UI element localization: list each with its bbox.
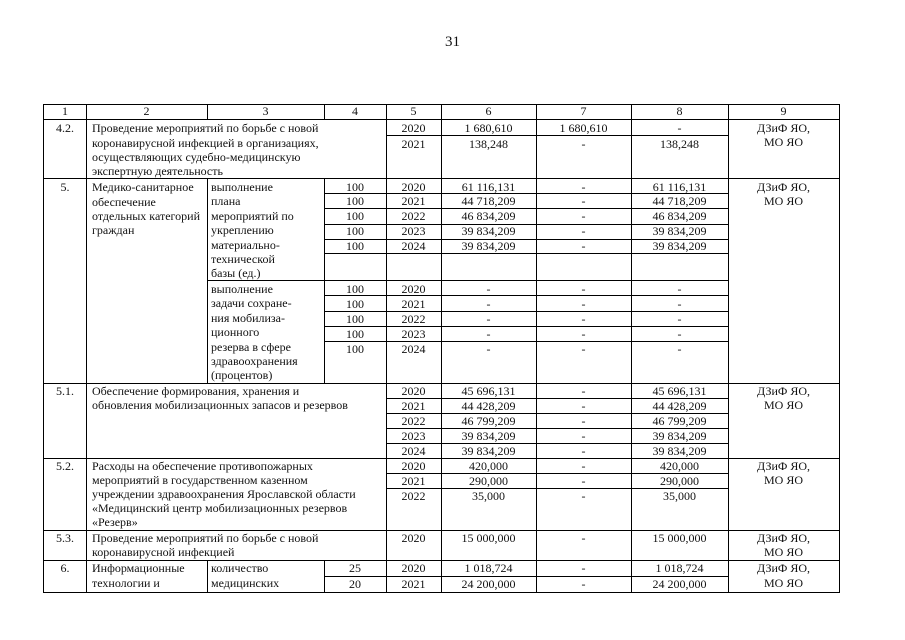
value-cell: 44 428,209 bbox=[652, 399, 707, 413]
executor-line: ДЗиФ ЯО, bbox=[756, 384, 811, 398]
target-cell: 100 bbox=[346, 282, 364, 296]
year-cell: 2022 bbox=[401, 489, 426, 503]
executor-line: ДЗиФ ЯО, bbox=[756, 561, 811, 575]
row-name-line: Медико-санитарное bbox=[92, 180, 194, 194]
value-cell: 1 018,724 bbox=[464, 561, 513, 575]
indicator-line: базы (ед.) bbox=[211, 266, 261, 280]
value-cell: 35,000 bbox=[472, 489, 505, 503]
executor-line: МО ЯО bbox=[763, 473, 803, 487]
year-cell: 2021 bbox=[401, 297, 426, 311]
year-cell: 2020 bbox=[401, 180, 426, 194]
value-cell: - bbox=[581, 194, 586, 208]
row-name-line: Проведение мероприятий по борьбе с новой bbox=[92, 531, 319, 545]
value-cell: - bbox=[581, 209, 586, 223]
indicator-line: количество bbox=[211, 561, 269, 575]
value-cell: - bbox=[581, 282, 586, 296]
year-cell: 2020 bbox=[401, 121, 426, 135]
value-cell: - bbox=[677, 342, 682, 356]
row-name-line: граждан bbox=[92, 223, 135, 237]
row-name-line: отдельных категорий bbox=[92, 209, 201, 223]
value-cell: - bbox=[581, 399, 586, 413]
executor-line: МО ЯО bbox=[763, 194, 803, 208]
value-cell: 39 834,209 bbox=[461, 224, 516, 238]
value-cell: 39 834,209 bbox=[652, 239, 707, 253]
target-cell: 100 bbox=[346, 224, 364, 238]
value-cell: 138,248 bbox=[469, 137, 508, 151]
value-cell: - bbox=[581, 531, 586, 545]
year-cell: 2021 bbox=[401, 474, 426, 488]
value-cell: - bbox=[677, 327, 682, 341]
indicator-line: задачи сохране- bbox=[211, 296, 292, 310]
indicator-line: (процентов) bbox=[211, 368, 273, 382]
row-name-line: учреждении здравоохранения Ярославской области bbox=[92, 487, 356, 501]
row-name-line: мероприятий в государственном казенном bbox=[92, 473, 308, 487]
value-cell: - bbox=[581, 384, 586, 398]
row-line bbox=[386, 135, 728, 136]
year-cell: 2023 bbox=[401, 429, 426, 443]
value-cell: 1 680,610 bbox=[464, 121, 513, 135]
col-header: 7 bbox=[580, 104, 587, 118]
indicator-line: медицинских bbox=[211, 576, 280, 590]
row-name-line: обновления мобилизационных запасов и резервов bbox=[92, 398, 348, 412]
value-cell: - bbox=[581, 239, 586, 253]
row-number: 5. bbox=[60, 180, 70, 194]
value-cell: - bbox=[581, 342, 586, 356]
row-number: 5.3. bbox=[56, 531, 74, 545]
row-number: 6. bbox=[60, 561, 70, 575]
value-cell: 15 000,000 bbox=[461, 531, 516, 545]
row-name-line: коронавирусной инфекцией bbox=[92, 545, 235, 559]
col-header: 5 bbox=[410, 104, 417, 118]
indicator-line: ционного bbox=[211, 325, 260, 339]
target-cell: 100 bbox=[346, 327, 364, 341]
value-cell: - bbox=[486, 282, 491, 296]
value-cell: 290,000 bbox=[660, 474, 699, 488]
row-name-line: экспертную деятельность bbox=[92, 164, 223, 178]
value-cell: - bbox=[581, 327, 586, 341]
year-cell: 2023 bbox=[401, 224, 426, 238]
year-cell: 2022 bbox=[401, 414, 426, 428]
row-name-line: технологии и bbox=[92, 576, 160, 590]
executor-line: ДЗиФ ЯО, bbox=[756, 121, 811, 135]
target-cell: 100 bbox=[346, 180, 364, 194]
value-cell: 46 799,209 bbox=[652, 414, 707, 428]
value-cell: 39 834,209 bbox=[461, 444, 516, 458]
value-cell: 45 696,131 bbox=[461, 384, 516, 398]
executor-line: МО ЯО bbox=[763, 576, 803, 590]
value-cell: 35,000 bbox=[663, 489, 696, 503]
target-cell: 100 bbox=[346, 312, 364, 326]
executor-line: ДЗиФ ЯО, bbox=[756, 531, 811, 545]
value-cell: - bbox=[677, 121, 682, 135]
year-cell: 2022 bbox=[401, 312, 426, 326]
value-cell: - bbox=[581, 414, 586, 428]
row-name-line: коронавирусной инфекцией в организациях, bbox=[92, 136, 319, 150]
executor-line: МО ЯО bbox=[763, 398, 803, 412]
value-cell: - bbox=[486, 327, 491, 341]
row-name-line: осуществляющих судебно-медицинскую bbox=[92, 150, 301, 164]
value-cell: 24 200,000 bbox=[461, 577, 516, 591]
year-cell: 2020 bbox=[401, 282, 426, 296]
executor-line: ДЗиФ ЯО, bbox=[756, 180, 811, 194]
budget-table bbox=[43, 104, 840, 593]
value-cell: 46 834,209 bbox=[461, 209, 516, 223]
row-name-line: «Медицинский центр мобилизационных резервов bbox=[92, 501, 348, 515]
value-cell: 39 834,209 bbox=[652, 224, 707, 238]
value-cell: 44 718,209 bbox=[652, 194, 707, 208]
target-cell: 100 bbox=[346, 297, 364, 311]
col-line bbox=[728, 105, 729, 592]
col-header: 1 bbox=[62, 104, 68, 118]
year-cell: 2024 bbox=[401, 444, 426, 458]
executor-line: МО ЯО bbox=[763, 135, 803, 149]
value-cell: 15 000,000 bbox=[652, 531, 707, 545]
year-cell: 2023 bbox=[401, 327, 426, 341]
executor-line: ДЗиФ ЯО, bbox=[756, 459, 811, 473]
indicator-line: мероприятий по bbox=[211, 209, 294, 223]
col-header: 2 bbox=[143, 104, 150, 118]
indicator-line: выполнение bbox=[211, 282, 273, 296]
value-cell: - bbox=[581, 459, 586, 473]
value-cell: 46 799,209 bbox=[461, 414, 516, 428]
year-cell: 2021 bbox=[401, 577, 426, 591]
indicator-line: технической bbox=[211, 252, 275, 266]
col-line bbox=[207, 178, 208, 383]
value-cell: 61 116,131 bbox=[652, 180, 707, 194]
year-cell: 2020 bbox=[401, 384, 426, 398]
value-cell: - bbox=[581, 561, 586, 575]
page-number: 31 bbox=[445, 34, 460, 50]
row-name-line: Информационные bbox=[92, 561, 185, 575]
year-cell: 2021 bbox=[401, 194, 426, 208]
row-name-line: «Резерв» bbox=[92, 515, 138, 529]
target-cell: 25 bbox=[349, 561, 361, 575]
col-line bbox=[207, 560, 208, 592]
value-cell: - bbox=[581, 429, 586, 443]
year-cell: 2022 bbox=[401, 209, 426, 223]
col-header: 4 bbox=[352, 104, 358, 118]
value-cell: 1 018,724 bbox=[655, 561, 704, 575]
value-cell: 420,000 bbox=[469, 459, 508, 473]
value-cell: - bbox=[486, 297, 491, 311]
value-cell: - bbox=[677, 297, 682, 311]
value-cell: 46 834,209 bbox=[652, 209, 707, 223]
year-cell: 2021 bbox=[401, 137, 426, 151]
value-cell: 39 834,209 bbox=[461, 239, 516, 253]
target-cell: 100 bbox=[346, 209, 364, 223]
value-cell: - bbox=[486, 342, 491, 356]
executor-line: МО ЯО bbox=[763, 545, 803, 559]
value-cell: 44 718,209 bbox=[461, 194, 516, 208]
row-line bbox=[324, 253, 728, 254]
row-name-line: Обеспечение формирования, хранения и bbox=[92, 384, 300, 398]
value-cell: - bbox=[581, 297, 586, 311]
indicator-line: резерва в сфере bbox=[211, 340, 291, 354]
year-cell: 2024 bbox=[401, 239, 426, 253]
value-cell: 39 834,209 bbox=[652, 429, 707, 443]
col-header: 6 bbox=[485, 104, 492, 118]
row-number: 4.2. bbox=[56, 121, 74, 135]
year-cell: 2024 bbox=[401, 342, 426, 356]
value-cell: - bbox=[581, 489, 586, 503]
col-header: 3 bbox=[262, 104, 269, 118]
target-cell: 100 bbox=[346, 194, 364, 208]
row-number: 5.1. bbox=[56, 384, 74, 398]
value-cell: - bbox=[677, 282, 682, 296]
value-cell: 61 116,131 bbox=[461, 180, 516, 194]
value-cell: - bbox=[486, 312, 491, 326]
target-cell: 20 bbox=[349, 577, 361, 591]
target-cell: 100 bbox=[346, 239, 364, 253]
row-line bbox=[207, 280, 728, 281]
target-cell: 100 bbox=[346, 342, 364, 356]
value-cell: 44 428,209 bbox=[461, 399, 516, 413]
value-cell: - bbox=[581, 444, 586, 458]
year-cell: 2021 bbox=[401, 399, 426, 413]
value-cell: 420,000 bbox=[660, 459, 699, 473]
value-cell: - bbox=[581, 577, 586, 591]
value-cell: - bbox=[581, 137, 586, 151]
value-cell: 290,000 bbox=[469, 474, 508, 488]
year-cell: 2020 bbox=[401, 531, 426, 545]
value-cell: 45 696,131 bbox=[652, 384, 707, 398]
value-cell: - bbox=[677, 312, 682, 326]
col-header: 8 bbox=[676, 104, 683, 118]
year-cell: 2020 bbox=[401, 459, 426, 473]
indicator-line: здравоохранения bbox=[211, 354, 298, 368]
indicator-line: материально- bbox=[211, 238, 280, 252]
value-cell: - bbox=[581, 180, 586, 194]
value-cell: - bbox=[581, 312, 586, 326]
value-cell: - bbox=[581, 224, 586, 238]
indicator-line: выполнение bbox=[211, 180, 273, 194]
value-cell: 39 834,209 bbox=[652, 444, 707, 458]
year-cell: 2020 bbox=[401, 561, 426, 575]
col-line bbox=[86, 105, 87, 592]
row-name-line: Расходы на обеспечение противопожарных bbox=[92, 459, 313, 473]
col-header: 9 bbox=[780, 104, 787, 118]
value-cell: - bbox=[581, 474, 586, 488]
row-number: 5.2. bbox=[56, 459, 74, 473]
value-cell: 39 834,209 bbox=[461, 429, 516, 443]
value-cell: 1 680,610 bbox=[559, 121, 608, 135]
value-cell: 138,248 bbox=[660, 137, 699, 151]
row-name-line: Проведение мероприятий по борьбе с новой bbox=[92, 121, 319, 135]
indicator-line: ния мобилиза- bbox=[211, 311, 285, 325]
indicator-line: плана bbox=[211, 194, 241, 208]
indicator-line: укреплению bbox=[211, 223, 274, 237]
row-name-line: обеспечение bbox=[92, 195, 156, 209]
value-cell: 24 200,000 bbox=[652, 577, 707, 591]
